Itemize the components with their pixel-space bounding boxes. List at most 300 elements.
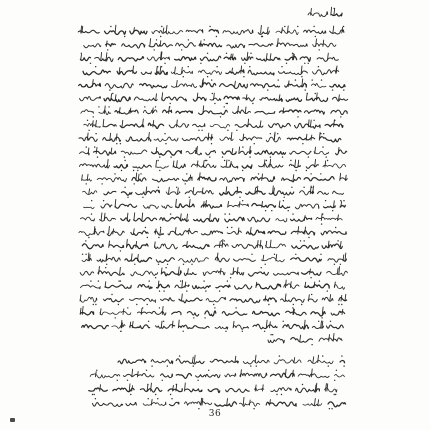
handwritten-stroke [92,121,93,127]
handwritten-word [114,165,128,169]
handwritten-word [302,271,322,275]
handwritten-stroke [282,28,283,33]
handwritten-word [251,177,275,182]
handwritten-word [304,110,324,114]
handwritten-dot [114,173,115,174]
handwritten-word [206,297,226,302]
handwritten-word [201,204,221,208]
handwritten-dot [288,210,289,211]
handwritten-dot [201,130,202,131]
handwritten-stroke [162,307,163,315]
handwritten-dot [147,237,148,238]
handwritten-stroke [276,254,277,260]
handwritten-word [163,110,172,112]
handwritten-dot [127,380,128,381]
handwritten-dot [88,237,89,238]
handwritten-stroke [81,26,82,33]
handwritten-word [198,70,221,75]
handwritten-stroke [109,241,110,247]
handwritten-dot [279,355,280,356]
handwritten-stroke [156,94,157,100]
handwritten-dot [163,321,164,322]
handwritten-dot [158,264,159,265]
handwritten-word [247,230,265,235]
handwritten-word [98,271,125,276]
handwritten-dot [117,380,118,381]
handwritten-dot [124,156,125,157]
handwritten-dot [249,66,250,67]
handwritten-dot [101,183,102,184]
handwritten-dot [250,53,251,54]
handwritten-word [224,57,236,60]
handwritten-stroke [245,107,246,113]
handwritten-word [259,163,284,168]
handwritten-dot [308,237,309,238]
handwritten-stroke [274,133,275,140]
handwritten-dot [81,53,82,54]
handwritten-dot [242,146,243,147]
handwritten-word [295,123,320,128]
handwritten-stroke [334,201,335,207]
handwritten-dot [124,187,125,188]
handwritten-stroke [322,321,323,328]
handwritten-dot [204,317,205,318]
handwritten-word [160,217,189,221]
handwritten-dot [311,294,312,295]
handwritten-word [115,204,137,208]
handwritten-word [256,57,280,61]
handwritten-word [194,218,219,222]
handwritten-word [171,84,196,88]
handwritten-dot [193,365,194,366]
handwritten-word [134,97,157,101]
handwritten-dot [297,116,298,117]
handwritten-word [127,244,148,249]
handwritten-dot [109,89,110,90]
handwritten-stroke [115,25,116,33]
handwritten-stroke [160,229,161,234]
handwritten-stroke [103,119,104,127]
handwritten-dot [124,36,125,37]
handwritten-word [291,231,315,235]
handwritten-stroke [267,27,268,33]
handwritten-word [79,231,104,236]
handwritten-word [328,259,347,263]
handwritten-stroke [182,281,183,288]
handwritten-word [268,339,284,343]
handwritten-dot [236,130,237,131]
handwritten-dot [198,130,199,131]
handwritten-dot [212,93,213,94]
handwritten-word [79,164,109,168]
handwritten-stroke [300,335,301,341]
handwritten-dot [271,210,272,211]
handwritten-dot [227,280,228,281]
handwritten-dot [224,160,225,161]
handwritten-dot [185,183,186,184]
handwritten-dot [82,254,83,255]
handwritten-dot [224,240,225,241]
handwritten-stroke [194,355,195,362]
handwritten-word [331,110,347,114]
handwritten-word [186,30,203,33]
handwritten-word [240,373,267,378]
handwritten-stroke [153,121,154,127]
handwritten-dot [121,170,122,171]
handwritten-word [156,166,169,168]
handwritten-word [97,178,126,182]
handwritten-dot [186,290,187,291]
handwritten-stroke [262,385,263,391]
handwritten-stroke [166,25,167,33]
handwritten-stroke [109,226,110,234]
handwritten-dot [231,227,232,228]
handwritten-dot [134,264,135,265]
handwritten-dot [284,197,285,198]
handwritten-word [304,30,326,34]
handwritten-word [270,373,294,378]
handwritten-word [80,217,94,221]
handwritten-word [220,83,248,88]
handwritten-stroke [231,132,232,140]
handwritten-word [276,219,287,222]
handwritten-dot [264,331,265,332]
handwritten-dot [321,317,322,318]
handwritten-stroke [169,107,170,114]
handwritten-word [81,285,101,289]
handwritten-stroke [327,384,328,391]
handwritten-dot [134,183,135,184]
handwritten-word [80,57,90,60]
handwritten-word [248,70,274,75]
handwritten-word [176,374,191,379]
handwritten-dot [335,394,336,395]
handwritten-word [243,360,269,364]
handwritten-dot [281,66,282,67]
handwritten-dot [165,267,166,268]
handwritten-word [176,43,196,48]
handwritten-word [169,402,179,406]
handwritten-stroke [192,357,193,363]
handwritten-dot [311,187,312,188]
handwritten-word [143,205,158,208]
handwritten-word [134,218,157,222]
handwritten-dot [164,63,165,64]
handwritten-word [292,245,319,249]
handwritten-word [196,374,221,377]
handwritten-stroke [306,94,307,100]
handwritten-dot [105,267,106,268]
handwritten-dot [242,200,243,201]
handwritten-word [201,231,222,235]
handwritten-dot [136,304,137,305]
handwritten-dot [183,264,184,265]
handwritten-dot [315,36,316,37]
handwritten-stroke [129,384,130,391]
handwritten-dot [106,264,107,265]
handwritten-stroke [99,267,100,275]
handwritten-dot [332,89,333,90]
handwritten-stroke [226,160,227,167]
handwritten-dot [161,66,162,67]
handwritten-word [220,177,245,182]
handwritten-stroke [241,370,242,377]
handwritten-stroke [134,213,135,221]
handwritten-stroke [180,214,181,221]
handwritten-word [335,374,345,377]
handwritten-dot [164,133,165,134]
handwritten-stroke [274,188,275,194]
handwritten-stroke [301,66,302,73]
handwritten-word [233,325,248,329]
handwritten-word [226,388,250,392]
handwritten-word [95,57,113,61]
handwritten-stroke [131,254,132,261]
handwritten-dot [308,63,309,64]
handwritten-stroke [113,229,114,234]
handwritten-dot [334,264,335,265]
handwritten-word [330,84,345,87]
handwritten-dot [343,26,344,27]
handwritten-dot [291,187,292,188]
handwritten-dot [162,380,163,381]
handwritten-dot [221,240,222,241]
handwritten-word [118,359,146,364]
handwritten-dot [306,170,307,171]
handwritten-stroke [219,242,220,248]
handwritten-stroke [111,148,112,154]
handwritten-dot [220,116,221,117]
handwritten-word [136,190,160,195]
handwritten-word [147,57,169,61]
handwritten-dot [340,264,341,265]
handwritten-word [152,178,178,182]
handwritten-word [175,57,196,61]
margin-ink-mark [10,418,15,422]
handwritten-dot [94,394,95,395]
handwritten-stroke [342,309,343,314]
handwritten-word [176,111,193,113]
handwritten-stroke [222,240,223,248]
handwritten-dot [251,254,252,255]
handwritten-stroke [130,322,131,328]
handwritten-stroke [241,66,242,73]
handwritten-dot [94,146,95,147]
handwritten-dot [183,331,184,332]
handwritten-dot [242,170,243,171]
handwritten-dot [282,156,283,157]
handwritten-dot [320,254,321,255]
handwritten-word [138,284,152,288]
handwritten-word [185,389,202,392]
handwritten-dot [270,156,271,157]
handwritten-stroke [333,26,334,33]
handwritten-word [224,96,239,99]
handwritten-stroke [193,187,194,193]
handwritten-word [101,204,112,208]
handwritten-word [304,177,334,181]
handwritten-word [122,192,132,195]
handwritten-dot [95,398,96,399]
handwritten-stroke [101,213,102,221]
handwritten-stroke [199,173,200,181]
handwritten-stroke [160,66,161,73]
handwritten-word [210,98,221,100]
handwritten-word [277,43,308,47]
handwritten-word [282,177,301,181]
handwritten-word [242,165,252,168]
handwritten-stroke [314,282,315,288]
handwritten-word [79,83,101,87]
handwritten-stroke [270,400,271,406]
handwritten-word [118,57,143,62]
handwritten-stroke [172,321,173,328]
handwritten-stroke [265,296,266,301]
handwritten-stroke [311,369,312,377]
handwritten-stroke [288,81,289,87]
handwritten-word [249,44,273,47]
handwritten-stroke [178,188,179,194]
handwritten-stroke [329,335,330,342]
handwritten-dot [322,355,323,356]
handwritten-dot [165,143,166,144]
handwritten-stroke [232,149,233,154]
handwritten-dot [239,197,240,198]
handwritten-dot [148,398,149,399]
handwritten-dot [304,63,305,64]
handwritten-stroke [156,66,157,73]
handwritten-word [97,257,120,262]
handwritten-dot [95,66,96,67]
handwritten-word [268,231,286,235]
handwritten-stroke [238,106,239,113]
handwritten-stroke [249,400,250,405]
handwritten-dot [295,170,296,171]
handwritten-stroke [330,295,331,301]
handwritten-dot [341,355,342,356]
handwritten-dot [124,160,125,161]
handwritten-word [209,30,218,34]
handwritten-stroke [256,282,257,287]
handwritten-stroke [110,133,111,140]
handwritten-stroke [161,321,162,328]
handwritten-dot [277,133,278,134]
handwritten-stroke [263,255,264,261]
handwritten-word [169,124,189,128]
handwritten-dot [149,280,150,281]
handwritten-word [113,388,134,392]
handwritten-word [291,338,313,343]
handwritten-dot [95,304,96,305]
handwritten-word [126,402,136,405]
handwritten-dot [216,36,217,37]
handwritten-stroke [279,95,280,100]
handwritten-word [179,325,210,328]
handwritten-stroke [142,213,143,221]
handwritten-word [162,97,187,101]
handwritten-word [168,230,198,235]
handwritten-dot [286,63,287,64]
handwritten-stroke [294,54,295,60]
handwritten-dot [310,173,311,174]
handwritten-word [295,204,319,209]
handwritten-word [210,124,229,128]
handwritten-dot [179,355,180,356]
handwritten-stroke [197,161,198,167]
handwritten-word [90,374,120,378]
handwritten-word [225,374,236,377]
handwritten-dot [270,133,271,134]
handwritten-word [332,97,347,101]
handwritten-dot [92,394,93,395]
handwritten-word [311,84,326,88]
handwritten-dot [305,89,306,90]
handwritten-stroke [233,321,234,328]
handwritten-word [112,325,125,329]
handwritten-dot [224,106,225,107]
handwritten-dot [258,173,259,174]
handwritten-dot [170,394,171,395]
handwritten-dot [111,294,112,295]
handwritten-dot [148,321,149,322]
handwritten-dot [295,79,296,80]
handwritten-dot [209,26,210,27]
handwritten-dot [256,187,257,188]
handwritten-word [222,312,247,316]
handwritten-word [271,388,292,392]
handwritten-word [228,204,248,207]
handwritten-word [274,360,301,364]
handwritten-dot [326,156,327,157]
handwritten-stroke [340,173,341,180]
handwritten-stroke [201,398,202,405]
handwritten-stroke [323,40,324,46]
handwritten-dot [147,304,148,305]
handwritten-stroke [321,214,322,221]
handwritten-dot [142,307,143,308]
handwritten-dot [155,394,156,395]
handwritten-word [192,286,210,289]
handwritten-word [100,217,116,221]
handwritten-dot [334,8,335,9]
handwritten-dot [268,304,269,305]
handwritten-stroke [134,28,135,33]
handwritten-dot [193,317,194,318]
handwritten-dot [334,120,335,121]
handwritten-word [198,177,216,181]
handwritten-word [185,402,212,406]
handwritten-dot [181,49,182,50]
handwritten-stroke [202,398,203,405]
handwritten-dot [338,304,339,305]
handwritten-word [176,359,204,364]
handwritten-dot [207,53,208,54]
handwritten-dot [313,26,314,27]
handwritten-dot [98,106,99,107]
handwritten-dot [159,170,160,171]
handwritten-stroke [169,187,170,194]
handwritten-word [215,326,228,329]
handwritten-word [80,297,97,302]
handwritten-dot [176,187,177,188]
handwritten-word [321,231,346,235]
handwritten-stroke [89,189,90,194]
handwritten-dot [170,213,171,214]
handwritten-stroke [304,216,305,221]
handwritten-stroke [211,134,212,140]
handwritten-stroke [325,161,326,167]
handwritten-stroke [106,53,107,60]
